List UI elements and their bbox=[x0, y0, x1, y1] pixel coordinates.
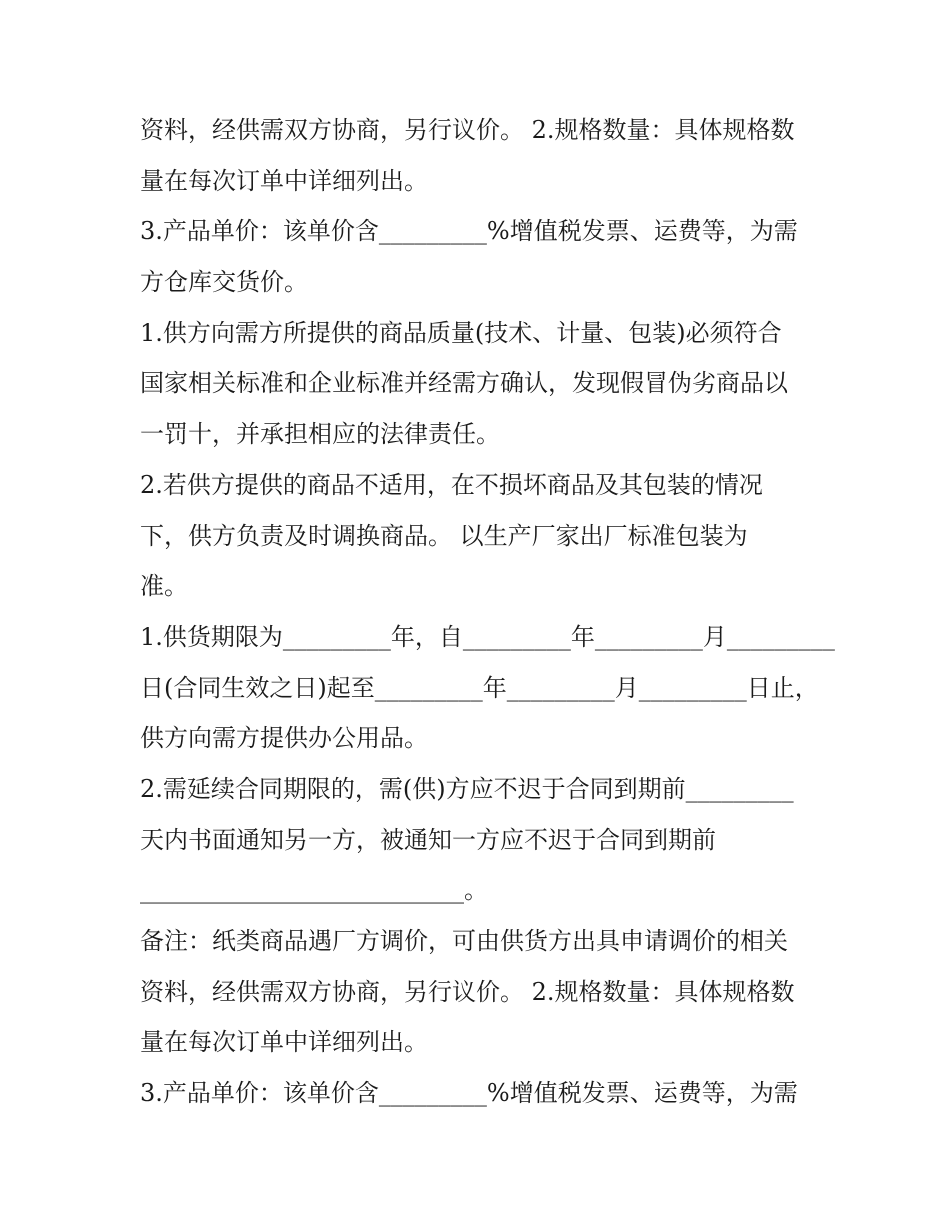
text-line: 方仓库交货价。 bbox=[140, 268, 308, 297]
text-line: 国家相关标准和企业标准并经需方确认，发现假冒伪劣商品以 bbox=[140, 369, 788, 398]
text-line: 量在每次订单中详细列出。 bbox=[140, 1028, 428, 1057]
document-body bbox=[140, 105, 835, 1119]
text-line: 日(合同生效之日)起至_________年_________月_________日止， bbox=[140, 673, 819, 702]
text-line: 2.需延续合同期限的，需(供)方应不迟于合同到期前_________ bbox=[140, 774, 794, 803]
text-line: 3.产品单价：该单价含_________%增值税发票、运费等，为需 bbox=[140, 1079, 798, 1108]
text-line: 资料，经供需双方协商，另行议价。 2.规格数量：具体规格数 bbox=[140, 977, 795, 1006]
text-line: 下，供方负责及时调换商品。 以生产厂家出厂标准包装为 bbox=[140, 521, 748, 550]
text-line: 资料，经供需双方协商，另行议价。 2.规格数量：具体规格数 bbox=[140, 116, 795, 144]
text-line: 量在每次订单中详细列出。 bbox=[140, 166, 428, 195]
text-line: 一罚十，并承担相应的法律责任。 bbox=[140, 420, 500, 449]
text-line: 准。 bbox=[140, 572, 188, 601]
text-line: 1.供方向需方所提供的商品质量(技术、计量、包装)必须符合 bbox=[140, 318, 782, 347]
text-line: 供方向需方提供办公用品。 bbox=[140, 724, 428, 753]
text-line: 1.供货期限为_________年，自_________年_________月_________ bbox=[140, 622, 835, 651]
text-line: 3.产品单价：该单价含_________%增值税发票、运费等，为需 bbox=[140, 217, 798, 246]
text-line: ___________________________。 bbox=[140, 876, 488, 905]
text-line: 天内书面通知另一方，被通知一方应不迟于合同到期前 bbox=[140, 825, 716, 854]
text-line: 2.若供方提供的商品不适用，在不损坏商品及其包装的情况 bbox=[140, 470, 763, 499]
text-line: 备注：纸类商品遇厂方调价，可由供货方出具申请调价的相关 bbox=[140, 927, 788, 955]
